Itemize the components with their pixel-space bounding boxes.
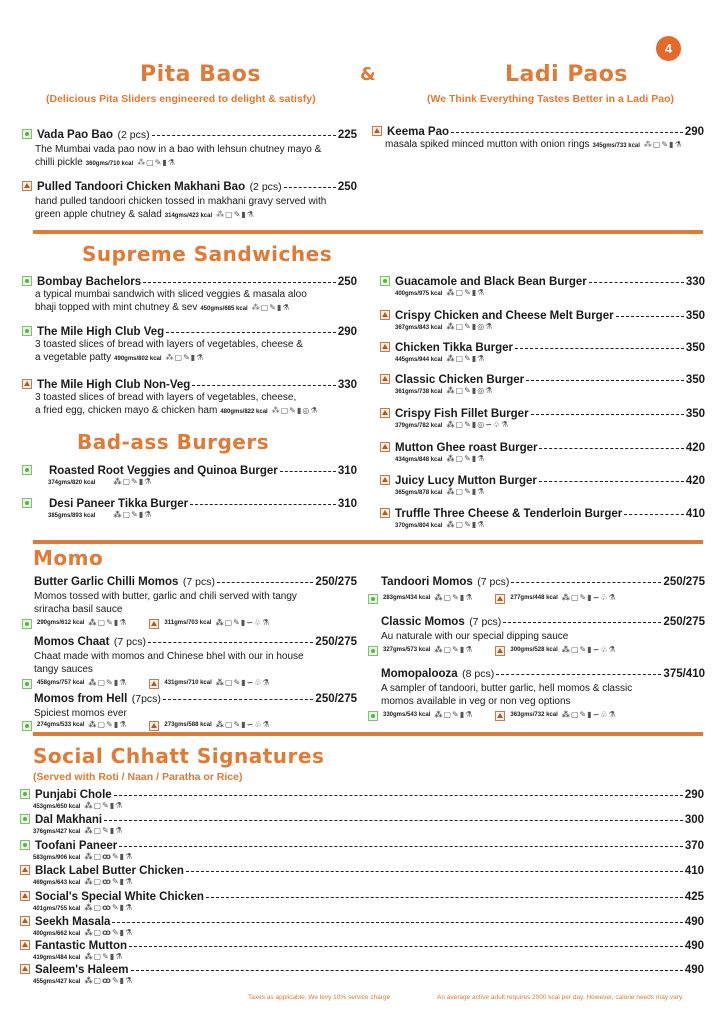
section-divider	[33, 230, 703, 234]
menu-item: Truffle Three Cheese & Tenderloin Burger 410 370gms/804 kcal ⁂▢✎▮⚗	[380, 507, 705, 531]
price: 250/275	[315, 693, 357, 705]
calorie-info: 360gms/710 kcal	[85, 161, 134, 167]
menu-item: Desi Paneer Tikka Burger 310 385gms/893 kcal ⁂▢✎▮⚗	[22, 497, 357, 521]
calorie-info: 434gms/848 kcal	[395, 457, 443, 463]
allergen-icons: ⁂▢✎▮⚗	[113, 510, 153, 519]
veg-icon	[22, 498, 32, 508]
nonveg-icon	[495, 711, 505, 721]
nonveg-icon	[22, 379, 32, 389]
menu-item: Crispy Fish Fillet Burger 350 379gms/782 kcal ⁂▢✎▮◎∽♧⚗	[380, 407, 705, 431]
allergen-icons: ⁂▢✎▮⚗	[88, 678, 128, 687]
veg-icon	[22, 619, 32, 629]
nonveg-icon	[149, 721, 159, 731]
price: 310	[337, 498, 357, 510]
calorie-note: An average active adult requires 2000 kcal per day. However, calorie needs may vary.	[437, 994, 684, 1001]
veg-icon	[22, 465, 32, 475]
allergen-icons: ⁂▢✎▮⚗	[216, 210, 255, 219]
allergen-icons: ⁂▢✎▮⚗	[434, 710, 474, 719]
veg-icon	[22, 721, 32, 731]
allergen-icons: ⁂▢✎▮⚗	[84, 801, 124, 810]
calorie-info: 314gms/423 kcal	[164, 213, 213, 219]
price: 330	[337, 379, 357, 391]
calorie-info: 455gms/427 kcal	[33, 979, 81, 985]
veg-icon	[22, 679, 32, 689]
calorie-info: 376gms/427 kcal	[33, 829, 81, 835]
nonveg-icon	[20, 891, 30, 901]
veg-icon	[368, 594, 378, 604]
allergen-icons: ⁂▢✎▮∽♧⚗	[215, 720, 271, 729]
nonveg-icon	[380, 442, 390, 452]
calorie-info: 379gms/782 kcal	[395, 423, 443, 429]
price: 410	[684, 865, 704, 877]
ampersand: &	[360, 64, 377, 85]
menu-item: Black Label Butter Chicken 410 469gms/643 kcal ⁂▢ꝏ✎▮⚗	[20, 864, 704, 888]
menu-item: Juicy Lucy Mutton Burger 420 365gms/878 kcal ⁂▢✎▮⚗	[380, 474, 705, 498]
burgers-title: Bad-ass Burgers	[77, 430, 270, 454]
nonveg-icon	[380, 508, 390, 518]
nonveg-icon	[20, 940, 30, 950]
tax-note: Taxes as applicable, We levy 10% service charge	[248, 994, 391, 1001]
calorie-info: 370gms/804 kcal	[395, 523, 443, 529]
pita-baos-title: Pita Baos	[140, 62, 262, 87]
signatures-title: Social Chhatt Signatures	[33, 744, 325, 768]
menu-item: Chicken Tikka Burger 350 445gms/944 kcal ⁂▢✎▮⚗	[380, 341, 705, 365]
allergen-icons: ⁂▢ꝏ✎▮⚗	[84, 928, 134, 937]
calorie-info: 300gms/528 kcal	[510, 647, 558, 653]
allergen-icons: ⁂▢✎▮◎⚗	[446, 322, 494, 331]
calorie-info: 419gms/484 kcal	[33, 955, 81, 961]
allergen-icons: ⁂▢ꝏ✎▮⚗	[84, 976, 134, 985]
calorie-info: 445gms/944 kcal	[395, 357, 443, 363]
calorie-info: 330gms/543 kcal	[383, 712, 431, 718]
menu-item: Tandoori Momos (7 pcs) 250/275 283gms/434 kcal ⁂▢✎▮⚗ 277gms/448 kcal ⁂▢✎▮∽♧⚗	[368, 572, 705, 607]
allergen-icons: ⁂▢✎▮⚗	[88, 720, 128, 729]
price: 490	[684, 964, 704, 976]
price: 410	[685, 508, 705, 520]
allergen-icons: ⁂▢✎▮◎⚗	[446, 386, 494, 395]
calorie-info: 480gms/822 kcal	[220, 409, 268, 415]
menu-item: The Mile High Club Veg 290 3 toasted slices of bread with layers of vegetables, cheese & a vegetable patty 490gms/802 kcal ⁂▢✎▮⚗	[22, 325, 357, 366]
allergen-icons: ⁂▢✎▮∽♧⚗	[215, 618, 271, 627]
menu-item: Dal Makhani 300 376gms/427 kcal ⁂▢✎▮⚗	[20, 813, 704, 837]
price: 250/275	[315, 636, 357, 648]
calorie-info: 273gms/588 kcal	[164, 722, 212, 728]
calorie-info: 401gms/755 kcal	[33, 906, 81, 912]
signatures-subtitle: (Served with Roti / Naan / Paratha or Rice)	[33, 771, 243, 783]
menu-item: Fantastic Mutton 490 419gms/484 kcal ⁂▢✎▮⚗	[20, 939, 704, 963]
menu-item: Keema Pao 290 masala spiked minced mutton with onion rings 345gms/733 kcal ⁂▢✎▮⚗	[372, 125, 704, 153]
price: 420	[685, 442, 705, 454]
allergen-icons: ⁂▢✎▮⚗	[446, 354, 486, 363]
menu-item: Momopalooza (8 pcs) 375/410 A sampler of tandoori, butter garlic, hell momos & classic momos available in veg or non veg options 330gms/543 kcal ⁂▢✎▮⚗ 363gms/732 kcal ⁂▢✎▮∽♧⚗	[368, 664, 705, 724]
allergen-icons: ⁂▢✎▮∽♧⚗	[561, 645, 617, 654]
menu-item: Bombay Bachelors 250 a typical mumbai sandwich with sliced veggies & masala aloo bhaji topped with mint chutney & sev 450gms/685 kcal ⁂▢✎▮⚗	[22, 275, 357, 316]
nonveg-icon	[20, 865, 30, 875]
page-number-badge: 4	[656, 36, 681, 61]
price: 250	[337, 276, 357, 288]
veg-icon	[368, 646, 378, 656]
ladi-paos-subtitle: (We Think Everything Tastes Better in a Ladi Pao)	[427, 93, 674, 105]
menu-item: Vada Pao Bao (2 pcs) 225 The Mumbai vada pao now in a bao with lehsun chutney mayo & chilli pickle 360gms/710 kcal ⁂▢✎▮⚗	[22, 125, 357, 171]
nonveg-icon	[380, 310, 390, 320]
sandwiches-title: Supreme Sandwiches	[82, 242, 333, 266]
allergen-icons: ⁂▢✎▮⚗	[434, 645, 474, 654]
calorie-info: 327gms/573 kcal	[383, 647, 431, 653]
menu-item: Toofani Paneer 370 583gms/906 kcal ⁂▢ꝏ✎▮⚗	[20, 839, 704, 863]
veg-icon	[20, 789, 30, 799]
veg-icon	[368, 711, 378, 721]
nonveg-icon	[149, 619, 159, 629]
section-divider	[33, 540, 703, 544]
allergen-icons: ⁂▢✎▮∽♧⚗	[561, 710, 617, 719]
price: 375/410	[663, 668, 705, 680]
price: 350	[685, 408, 705, 420]
allergen-icons: ⁂▢ꝏ✎▮⚗	[84, 903, 134, 912]
nonveg-icon	[380, 342, 390, 352]
allergen-icons: ⁂▢✎▮⚗	[434, 593, 474, 602]
price: 250/275	[315, 576, 357, 588]
price: 250	[337, 181, 357, 193]
calorie-info: 274gms/533 kcal	[37, 722, 85, 728]
price: 490	[684, 916, 704, 928]
nonveg-icon	[495, 594, 505, 604]
price: 290	[684, 789, 704, 801]
allergen-icons: ⁂▢✎▮⚗	[446, 520, 486, 529]
allergen-icons: ⁂▢✎▮⚗	[165, 353, 205, 362]
price: 350	[685, 342, 705, 354]
allergen-icons: ⁂▢✎▮⚗	[84, 826, 124, 835]
nonveg-icon	[380, 408, 390, 418]
veg-icon	[22, 326, 32, 336]
price: 290	[684, 126, 704, 138]
menu-item: Roasted Root Veggies and Quinoa Burger 310 374gms/820 kcal ⁂▢✎▮⚗	[22, 464, 357, 488]
price: 425	[684, 891, 704, 903]
menu-item: Saleem's Haleem 490 455gms/427 kcal ⁂▢ꝏ✎▮⚗	[20, 963, 704, 987]
allergen-icons: ⁂▢✎▮◎∽♧⚗	[446, 420, 510, 429]
menu-item: Butter Garlic Chilli Momos (7 pcs) 250/275 Momos tossed with butter, garlic and chili served with tangy sriracha basil sauce 290gms/612 kcal ⁂▢✎▮⚗ 311gms/703 kcal ⁂▢✎▮∽♧⚗	[22, 572, 357, 632]
allergen-icons: ⁂▢✎▮⚗	[251, 303, 291, 312]
allergen-icons: ⁂▢ꝏ✎▮⚗	[84, 852, 134, 861]
allergen-icons: ⁂▢✎▮⚗	[446, 288, 486, 297]
menu-item: Pulled Tandoori Chicken Makhani Bao (2 pcs) 250 hand pulled tandoori chicken tossed in makhani gravy served with green apple chutney & salad 314gms/423 kcal ⁂▢✎▮⚗	[22, 177, 357, 223]
nonveg-icon	[495, 646, 505, 656]
allergen-icons: ⁂▢✎▮◎⚗	[271, 406, 319, 415]
momo-title: Momo	[33, 546, 104, 570]
menu-item: Momos from Hell (7pcs) 250/275 Spiciest momos ever 274gms/533 kcal ⁂▢✎▮⚗ 273gms/588 kcal ⁂▢✎▮∽♧⚗	[22, 689, 357, 734]
calorie-info: 363gms/732 kcal	[510, 712, 558, 718]
calorie-info: 367gms/843 kcal	[395, 325, 443, 331]
ladi-paos-title: Ladi Paos	[505, 62, 628, 87]
price: 300	[684, 814, 704, 826]
allergen-icons: ⁂▢✎▮∽♧⚗	[561, 593, 617, 602]
calorie-info: 361gms/738 kcal	[395, 389, 443, 395]
allergen-icons: ⁂▢✎▮⚗	[446, 487, 486, 496]
price: 250/275	[663, 576, 705, 588]
calorie-info: 583gms/906 kcal	[33, 855, 81, 861]
menu-item: Classic Momos (7 pcs) 250/275 Au naturale with our special dipping sauce 327gms/573 kcal ⁂▢✎▮⚗ 300gms/528 kcal ⁂▢✎▮∽♧⚗	[368, 612, 705, 659]
menu-item: Mutton Ghee roast Burger 420 434gms/848 kcal ⁂▢✎▮⚗	[380, 441, 705, 465]
price: 350	[685, 310, 705, 322]
pita-baos-subtitle: (Delicious Pita Sliders engineered to delight & satisfy)	[46, 93, 316, 105]
calorie-info: 431gms/710 kcal	[164, 680, 212, 686]
price: 310	[337, 465, 357, 477]
calorie-info: 365gms/878 kcal	[395, 490, 443, 496]
menu-item: Momos Chaat (7 pcs) 250/275 Chaat made with momos and Chinese bhel with our in house tangy sauces 458gms/757 kcal ⁂▢✎▮⚗ 431gms/710 kcal ⁂▢✎▮∽♧⚗	[22, 632, 357, 692]
price: 330	[685, 276, 705, 288]
calorie-info: 453gms/650 kcal	[33, 804, 81, 810]
allergen-icons: ⁂▢✎▮⚗	[84, 952, 124, 961]
menu-item: Seekh Masala 490 400gms/662 kcal ⁂▢ꝏ✎▮⚗	[20, 915, 704, 939]
price: 225	[337, 129, 357, 141]
menu-item: Social's Special White Chicken 425 401gms/755 kcal ⁂▢ꝏ✎▮⚗	[20, 890, 704, 914]
nonveg-icon	[22, 181, 32, 191]
nonveg-icon	[380, 475, 390, 485]
calorie-info: 311gms/703 kcal	[164, 620, 212, 626]
calorie-info: 283gms/434 kcal	[383, 595, 431, 601]
price: 250/275	[663, 616, 705, 628]
menu-item: Guacamole and Black Bean Burger 330 400gms/975 kcal ⁂▢✎▮⚗	[380, 275, 705, 299]
allergen-icons: ⁂▢✎▮∽♧⚗	[215, 678, 271, 687]
calorie-info: 400gms/975 kcal	[395, 291, 443, 297]
veg-icon	[20, 840, 30, 850]
nonveg-icon	[372, 126, 382, 136]
allergen-icons: ⁂▢✎▮⚗	[446, 454, 486, 463]
price: 420	[685, 475, 705, 487]
nonveg-icon	[20, 916, 30, 926]
allergen-icons: ⁂▢✎▮⚗	[88, 618, 128, 627]
veg-icon	[22, 129, 32, 139]
calorie-info: 400gms/662 kcal	[33, 931, 81, 937]
price: 490	[684, 940, 704, 952]
price: 350	[685, 374, 705, 386]
price: 370	[684, 840, 704, 852]
calorie-info: 385gms/893 kcal	[48, 513, 96, 519]
veg-icon	[380, 276, 390, 286]
calorie-info: 374gms/820 kcal	[48, 480, 96, 486]
allergen-icons: ⁂▢ꝏ✎▮⚗	[84, 877, 134, 886]
calorie-info: 490gms/802 kcal	[114, 356, 162, 362]
menu-item: Punjabi Chole 290 453gms/650 kcal ⁂▢✎▮⚗	[20, 788, 704, 812]
calorie-info: 458gms/757 kcal	[37, 680, 85, 686]
section-divider	[33, 732, 703, 736]
veg-icon	[20, 814, 30, 824]
nonveg-icon	[20, 964, 30, 974]
menu-item: Crispy Chicken and Cheese Melt Burger 350 367gms/843 kcal ⁂▢✎▮◎⚗	[380, 309, 705, 333]
calorie-info: 469gms/643 kcal	[33, 880, 81, 886]
allergen-icons: ⁂▢✎▮⚗	[643, 140, 683, 149]
calorie-info: 345gms/733 kcal	[592, 143, 640, 149]
allergen-icons: ⁂▢✎▮⚗	[113, 477, 153, 486]
price: 290	[337, 326, 357, 338]
nonveg-icon	[380, 374, 390, 384]
menu-item: The Mile High Club Non-Veg 330 3 toasted slices of bread with layers of vegetables, cheese, a fried egg, chicken mayo & chicken ham 480gms/822 kcal ⁂▢✎▮◎⚗	[22, 378, 357, 419]
calorie-info: 277gms/448 kcal	[510, 595, 558, 601]
allergen-icons: ⁂▢✎▮⚗	[137, 158, 177, 167]
nonveg-icon	[149, 679, 159, 689]
calorie-info: 450gms/685 kcal	[200, 306, 248, 312]
menu-item: Classic Chicken Burger 350 361gms/738 kcal ⁂▢✎▮◎⚗	[380, 373, 705, 397]
veg-icon	[22, 276, 32, 286]
calorie-info: 290gms/612 kcal	[37, 620, 85, 626]
